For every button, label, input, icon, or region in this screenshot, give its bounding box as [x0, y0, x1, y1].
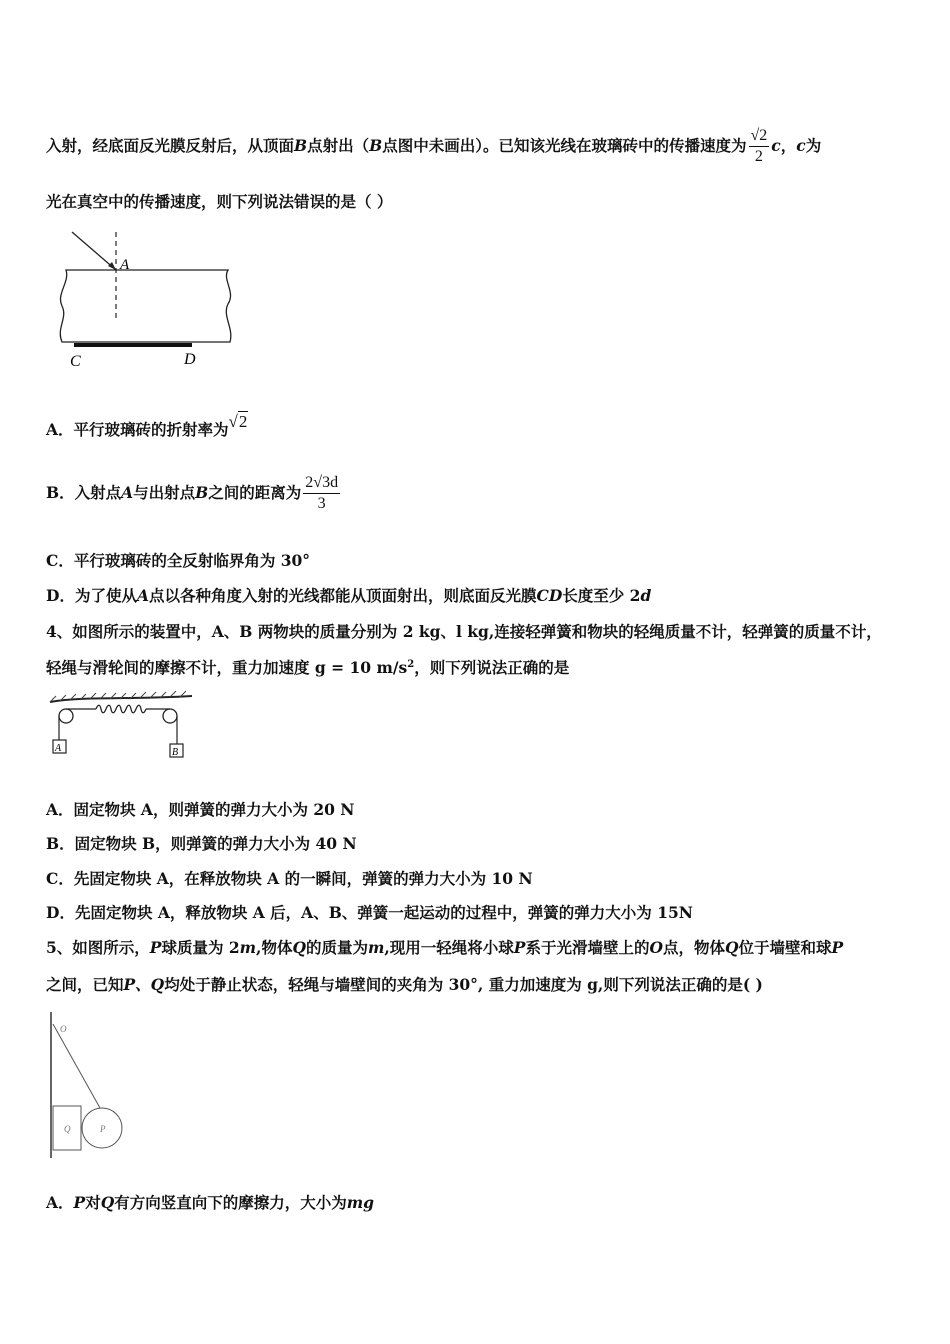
q4-stem-line2: 轻绳与滑轮间的摩擦不计，重力加速度 g = 10 $m/s^2$，则下列说法正确的是: [46, 658, 570, 677]
sqrt-two: √2: [228, 412, 248, 431]
q3-glass-slab-figure: [52, 228, 242, 374]
q3-option-d: D．为了使从A点以各种角度入射的光线都能从顶面射出，则底面反光膜CD长度至少 2d: [46, 586, 652, 605]
q5-wall-ball-figure: [44, 1008, 134, 1164]
q4-stem-line1: 4、如图所示的装置中，A、B 两物块的质量分别为 2 kg、l kg,连接轻弹簧和物块的轻绳质量不计，轻弹簧的质量不计，: [46, 622, 882, 641]
label-O: O: [60, 1024, 67, 1034]
q3-stem-line2: 光在真空中的传播速度，则下列说法错误的是（ ）: [46, 192, 393, 211]
ray-arrowhead: [108, 262, 116, 270]
incident-ray: [72, 232, 116, 270]
distance-fraction: $\frac{2√3d}{3}$: [305, 474, 339, 512]
label-A: A: [120, 257, 130, 273]
q4-option-b: B．固定物块 B，则弹簧的弹力大小为 40 N: [46, 834, 357, 853]
right-pulley: [163, 709, 177, 723]
q5-stem-line2: 之间，已知P、Q均处于静止状态，轻绳与墙壁间的夹角为 30°, 重力加速度为 g,则下列说法正确的是( ): [46, 975, 763, 994]
q3-option-a: A．平行玻璃砖的折射率为√2: [46, 412, 248, 439]
left-pulley: [59, 709, 73, 723]
q3-option-b: B．入射点A与出射点B之间的距离为 $\frac{2√3d}{3}$: [46, 474, 339, 512]
label-block-B: B: [172, 747, 179, 758]
spring: [96, 705, 146, 713]
speed-fraction: $\frac{√2}{2}$: [750, 127, 768, 165]
q5-option-a: A．P对Q有方向竖直向下的摩擦力，大小为mg: [46, 1193, 374, 1212]
q3-stem-line1: 入射，经底面反光膜反射后，从顶面B点射出（B点图中未画出）。已知该光线在玻璃砖中的传播速度为 $\frac{√2}{2}$ c，c为: [46, 127, 822, 165]
label-block-A: A: [55, 743, 62, 754]
rope: [53, 1024, 100, 1108]
q4-option-c: C．先固定物块 A，在释放物块 A 的一瞬间，弹簧的弹力大小为 10 N: [46, 869, 533, 888]
q5-stem-line1: 5、如图所示，P球质量为 2m,物体Q的质量为m,现用一轻绳将小球P系于光滑墙壁上的O点，物体Q位于墙壁和球P: [46, 938, 844, 957]
q4-option-d: D．先固定物块 A，释放物块 A 后，A、B、弹簧一起运动的过程中，弹簧的弹力大小为 15N: [46, 903, 693, 922]
label-C: C: [70, 353, 81, 370]
q3-option-c: C．平行玻璃砖的全反射临界角为 30°: [46, 551, 311, 570]
glass-slab: [60, 270, 231, 342]
q4-option-a: A．固定物块 A，则弹簧的弹力大小为 20 N: [46, 800, 355, 819]
q4-pulley-spring-figure: [46, 684, 196, 766]
label-P: P: [100, 1124, 106, 1134]
label-Q: Q: [64, 1124, 71, 1134]
label-D: D: [184, 351, 196, 368]
